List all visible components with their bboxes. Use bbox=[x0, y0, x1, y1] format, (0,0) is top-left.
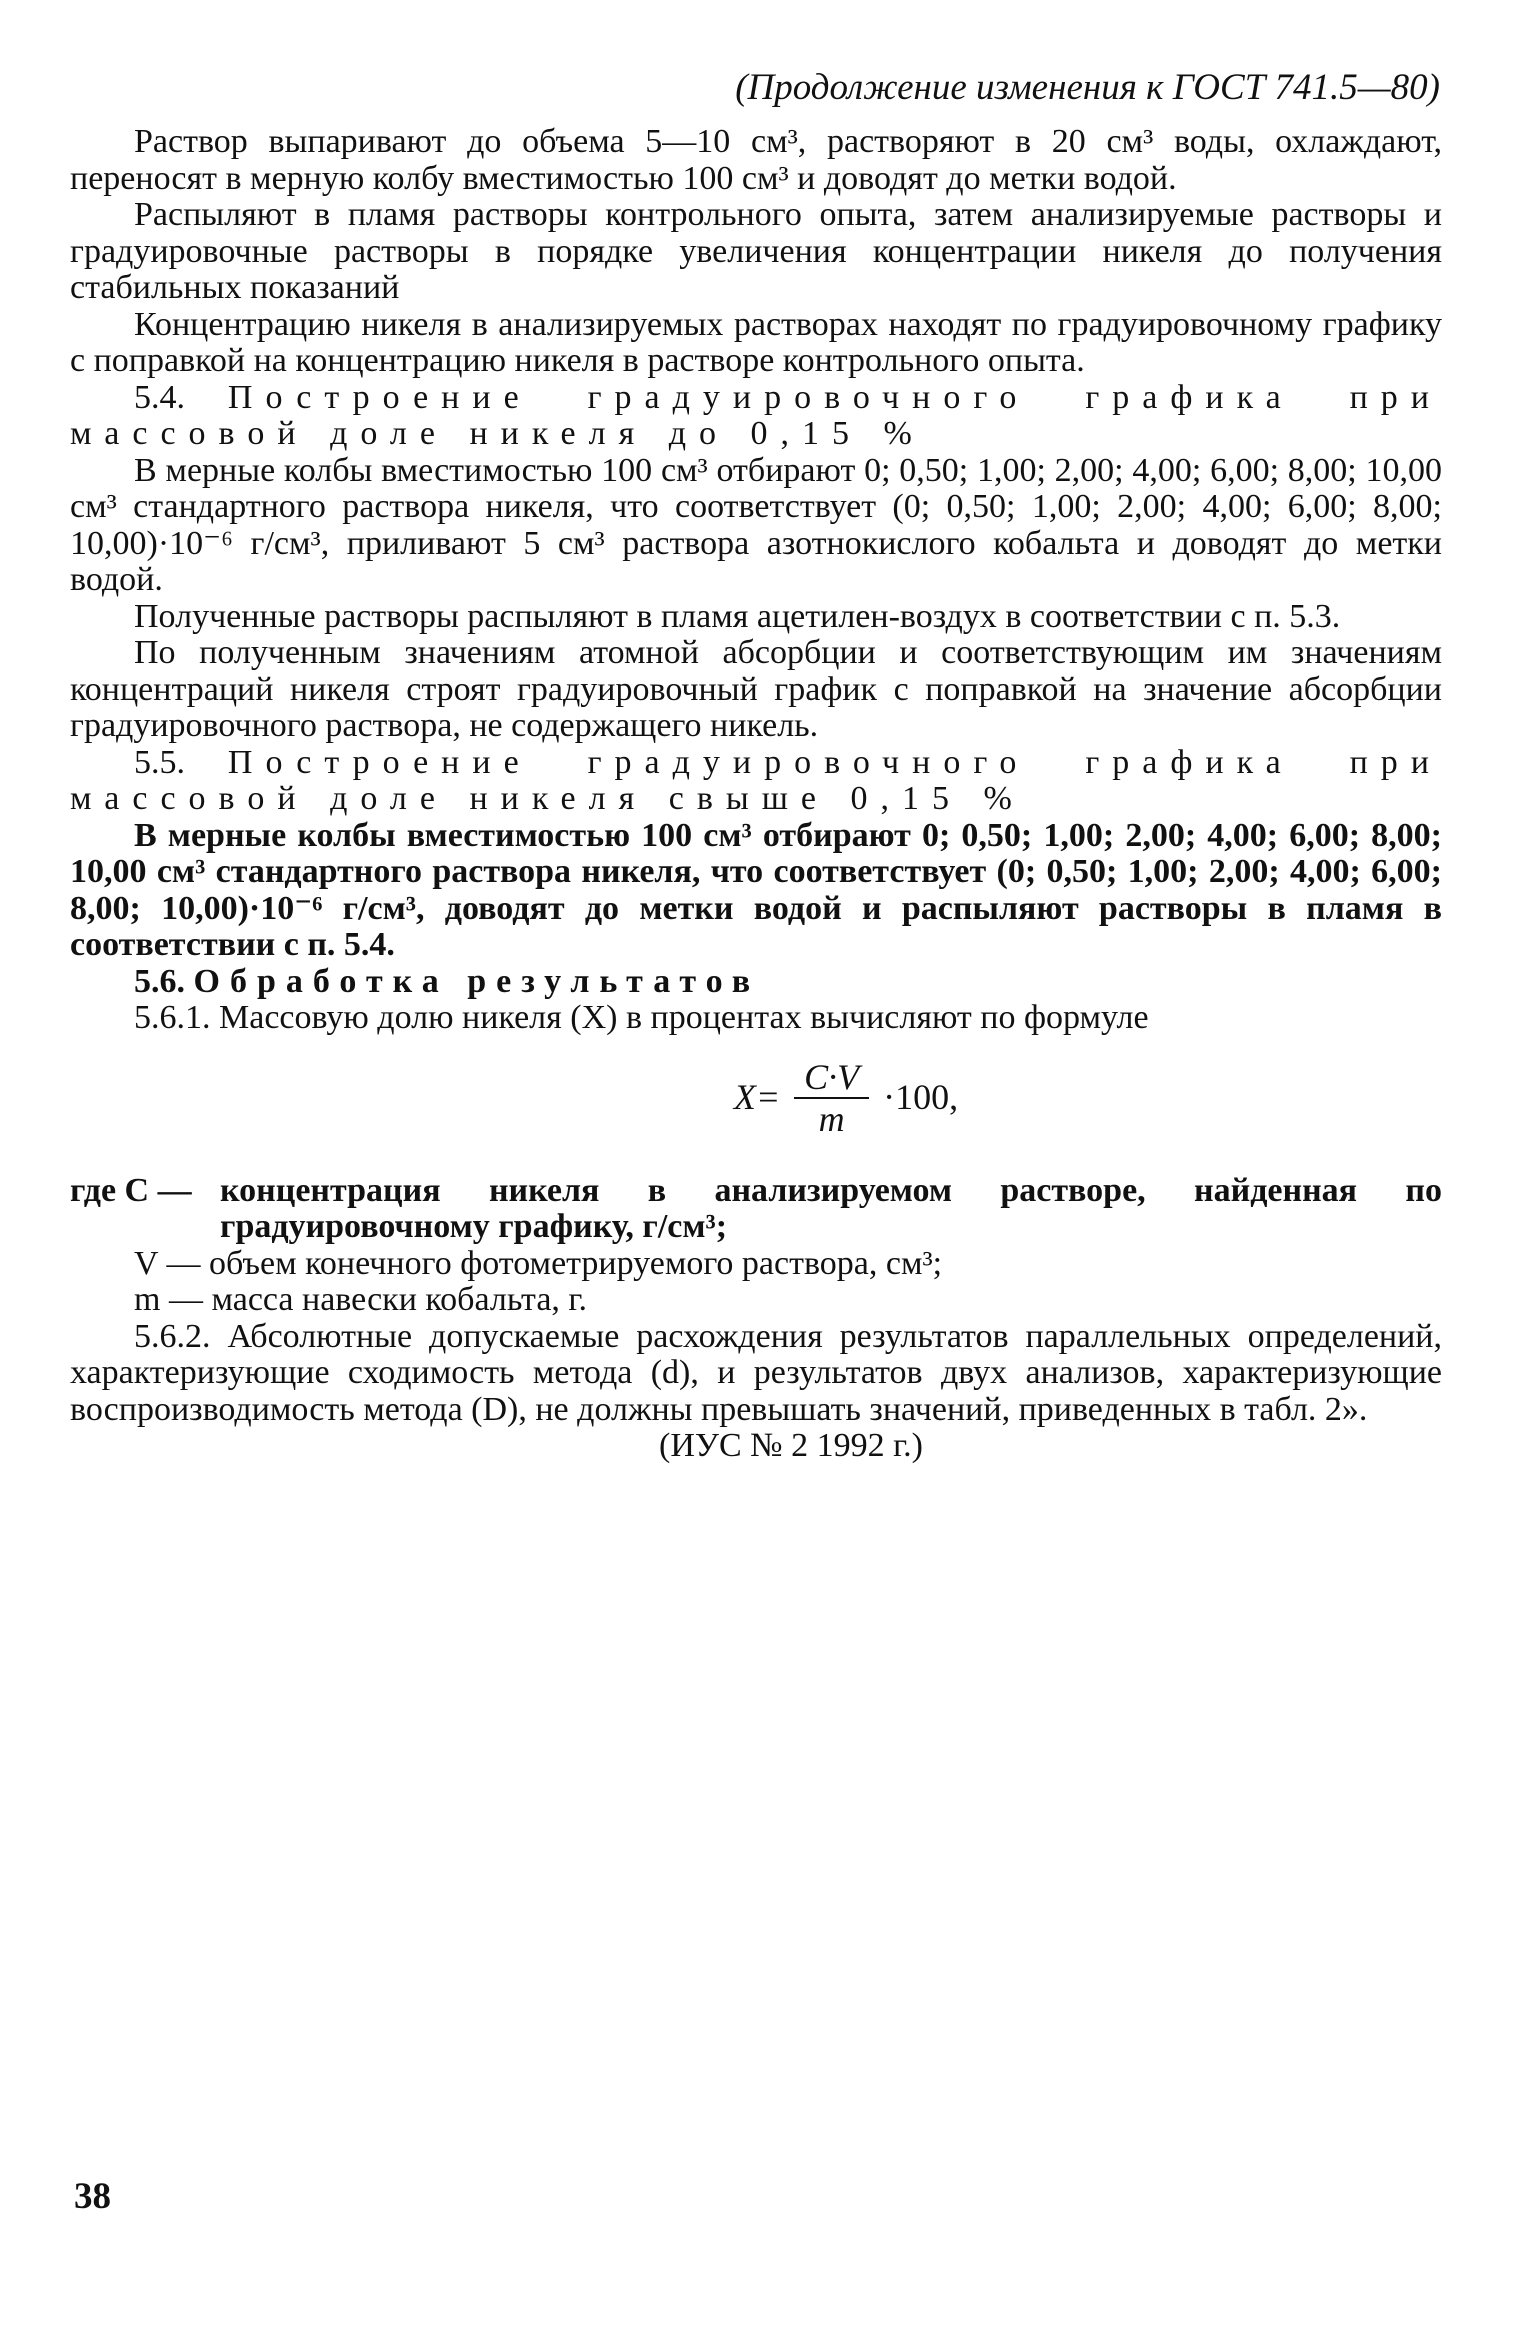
section-number: 5.6. bbox=[134, 962, 185, 1000]
section-title: Построение градуировочного графика при массовой доле никеля свыше 0,15 % bbox=[70, 743, 1442, 817]
where-m: m — масса навески кобальта, г. bbox=[134, 1281, 588, 1318]
section-number: 5.4. bbox=[134, 378, 185, 416]
where-label: где C — bbox=[70, 1171, 192, 1209]
where-block bbox=[70, 1173, 1442, 1246]
document-body bbox=[70, 124, 1442, 1465]
ius-reference: (ИУС № 2 1992 г.) bbox=[659, 1427, 923, 1464]
formula-lhs: X= bbox=[733, 1077, 781, 1118]
formula-numerator: C·V bbox=[794, 1057, 869, 1099]
page-number: 38 bbox=[74, 2176, 111, 2217]
section-number: 5.5. bbox=[134, 743, 185, 781]
paragraph: Полученные растворы распыляют в пламя ацетилен-воздух в соответствии с п. 5.3. bbox=[134, 597, 1341, 635]
paragraph: 5.6.2. Абсолютные допускаемые расхождения результатов параллельных определений, характеризующие сходимость метода (d), и результатов двух анализов, характеризующие воспроизводимость метода (D), не должны превышать значений, приведенных в табл. 2». bbox=[70, 1317, 1442, 1428]
formula-rhs: ·100, bbox=[883, 1077, 959, 1118]
paragraph: В мерные колбы вместимостью 100 см³ отбирают 0; 0,50; 1,00; 2,00; 4,00; 6,00; 8,00; 10,00 см³ стандартного раствора никеля, что соответствует (0; 0,50; 1,00; 2,00; 4,00; 6,00; 8,00; 10,00)·10⁻⁶ г/см³, доводят до метки водой и распыляют растворы в пламя в соответствии с п. 5.4. bbox=[70, 816, 1442, 963]
paragraph: Концентрацию никеля в анализируемых растворах находят по градуировочному графику с поправкой на концентрацию никеля в растворе контрольного опыта. bbox=[70, 305, 1442, 379]
formula bbox=[250, 1057, 1442, 1139]
where-c-description: концентрация никеля в анализируемом растворе, найденная по градуировочному графику, г/см³; bbox=[220, 1171, 1442, 1245]
section-title: Обработка результатов bbox=[193, 962, 761, 1000]
paragraph: По полученным значениям атомной абсорбции и соответствующим им значениям концентраций никеля строят градуировочный график с поправкой на значение абсорбции градуировочного раствора, не содержащего никель. bbox=[70, 634, 1442, 744]
running-header: (Продолжение изменения к ГОСТ 741.5—80) bbox=[735, 67, 1440, 108]
where-v: V — объем конечного фотометрируемого раствора, см³; bbox=[134, 1244, 943, 1282]
paragraph: Распыляют в пламя растворы контрольного опыта, затем анализируемые растворы и градуировочные растворы в порядке увеличения концентрации никеля до получения стабильных показаний bbox=[70, 196, 1442, 306]
paragraph: Раствор выпаривают до объема 5—10 см³, растворяют в 20 см³ воды, охлаждают, переносят в мерную колбу вместимостью 100 см³ и доводят до метки водой. bbox=[70, 123, 1442, 197]
paragraph: В мерные колбы вместимостью 100 см³ отбирают 0; 0,50; 1,00; 2,00; 4,00; 6,00; 8,00; 10,00 см³ стандартного раствора никеля, что соответствует (0; 0,50; 1,00; 2,00; 4,00; 6,00; 8,00; 10,00)·10⁻⁶ г/см³, приливают 5 см³ раствора азотнокислого кобальта и доводят до метки водой. bbox=[70, 451, 1442, 598]
paragraph: 5.6.1. Массовую долю никеля (X) в процентах вычисляют по формуле bbox=[134, 999, 1149, 1036]
section-heading-5-5 bbox=[70, 745, 1442, 818]
formula-denominator: m bbox=[818, 1098, 845, 1139]
section-title: Построение градуировочного графика при массовой доле никеля до 0,15 % bbox=[70, 378, 1442, 452]
section-heading-5-6 bbox=[70, 964, 1442, 1001]
formula-fraction bbox=[794, 1057, 869, 1139]
section-heading-5-4 bbox=[70, 380, 1442, 453]
